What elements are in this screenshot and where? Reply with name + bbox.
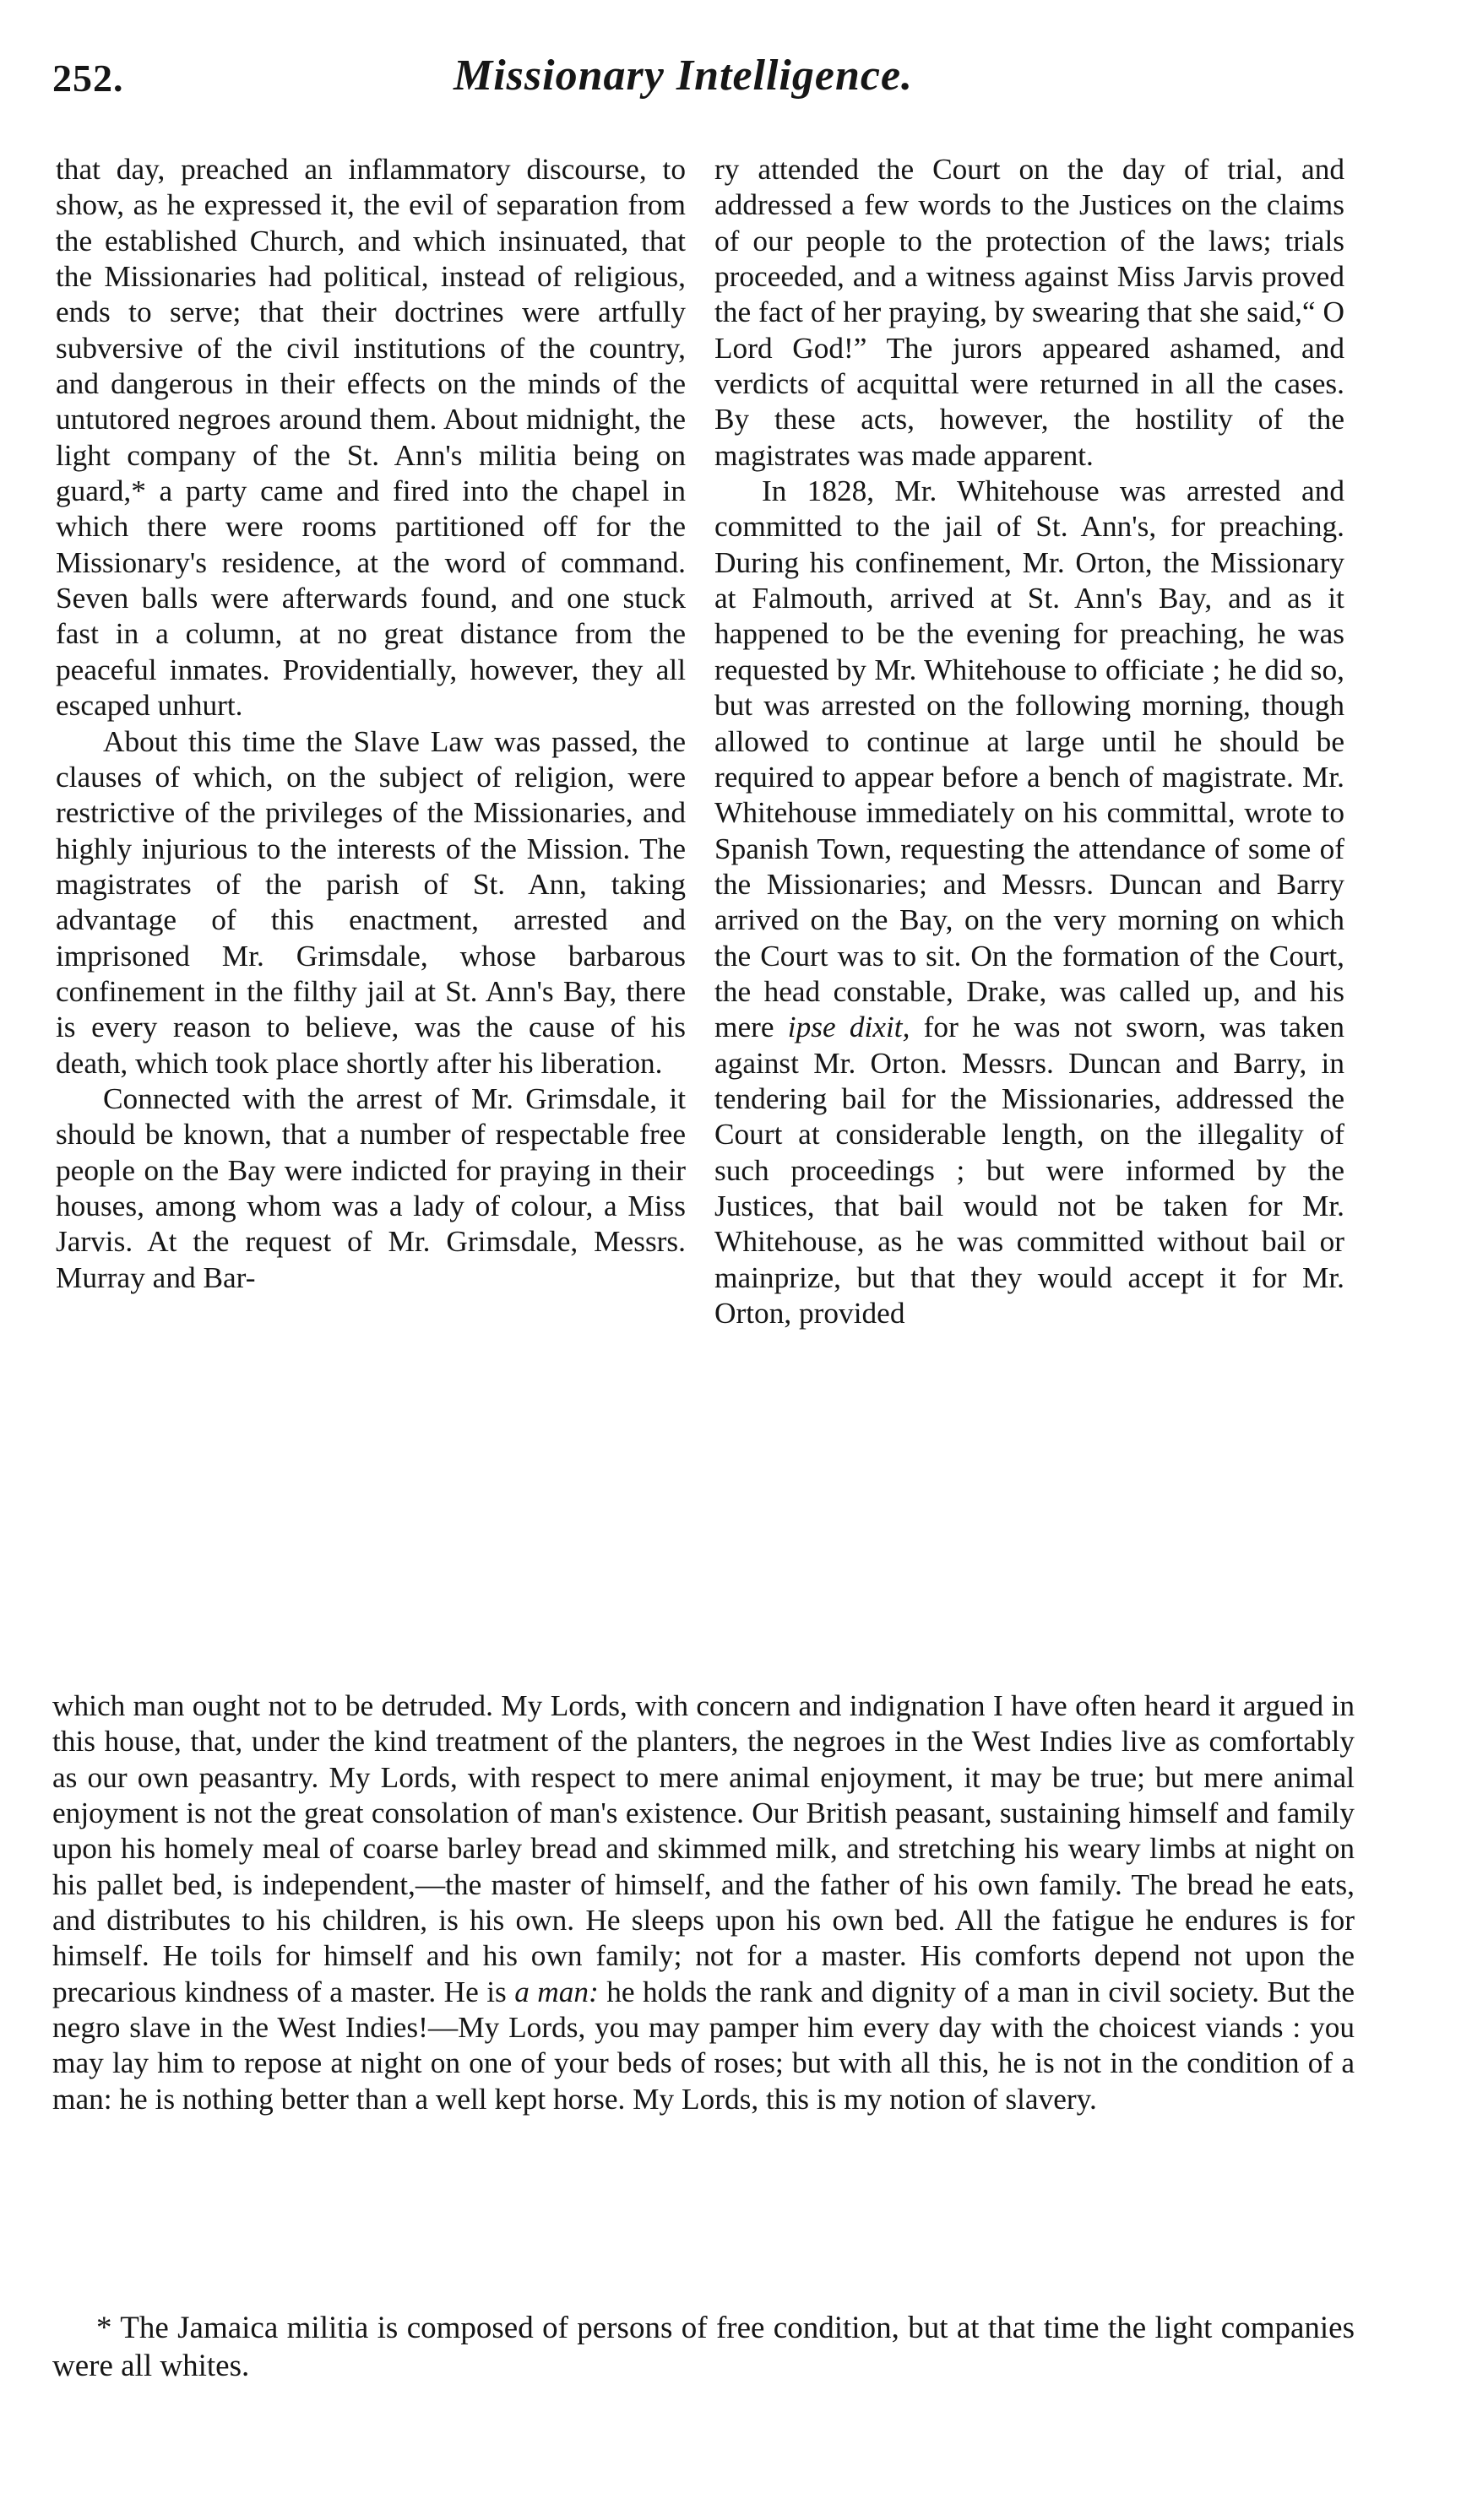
footnote-text: * The Jamaica militia is composed of persons of free condition, but at that time the light companies were all whites. (52, 2311, 1355, 2384)
right-paragraph-2-end: for he was not sworn, was taken against Mr. Orton. Messrs. Duncan and Barry, in tendering bail for the Missionaries, addressed the Court at considerable length, on the illegality of such proceedings ; but were informed by the Justices, that bail would not be taken for Mr. Whitehouse, as he was committed without bail or mainprize, but that they would accept it for Mr. Orton, provided (714, 1011, 1344, 1330)
left-paragraph-1: that day, preached an inflammatory discourse, to show, as he expressed it, the evil of separation from the established Church, and which insinuated, that the Missionaries had political, instead of religious, ends to serve; that their doctrines were artfully subversive of the civil institutions of the country, and dangerous in their effects on the minds of the untutored negroes around them. About midnight, the light company of the St. Ann's militia being on guard,* a party came and fired into the chapel in which there were rooms partitioned off for the Missionary's residence, at the word of command. Seven balls were afterwards found, and one stuck fast in a column, at no great distance from the peaceful inmates. Providentially, however, they all escaped unhurt. (56, 153, 686, 723)
speech-italic: a man: (514, 1975, 599, 2008)
running-title: Missionary Intelligence. (454, 51, 914, 100)
right-paragraph-2 (714, 474, 1344, 1331)
speech-block (52, 1688, 1355, 2117)
left-column (56, 152, 686, 1296)
speech-paragraph (52, 1688, 1355, 2117)
right-column (714, 152, 1344, 1331)
right-paragraph-2-italic: ipse dixit, (787, 1011, 910, 1044)
left-paragraph-2: About this time the Slave Law was passed, the clauses of which, on the subject of religion, were restrictive of the privileges of the Missionaries, and highly injurious to the interests of the Mission. The magistrates of the parish of St. Ann, taking advantage of this enactment, arrested and imprisoned Mr. Grimsdale, whose barbarous confinement in the filthy jail at St. Ann's Bay, there is every reason to believe, was the cause of his death, which took place shortly after his liberation. (56, 724, 686, 1080)
page-number: 252. (52, 57, 124, 100)
speech-text-end: he holds the rank and dignity of a man in civil society. But the negro slave in the West Indies!—My Lords, you may pamper him every day with the choicest viands : you may lay him to repose at night on one of your beds of roses; but with all this, he is not in the condition of a man: he is nothing better than a well kept horse. My Lords, this is my notion of slavery. (52, 1975, 1355, 2116)
left-paragraph-3: Connected with the arrest of Mr. Grimsdale, it should be known, that a number of respectable free people on the Bay were indicted for praying in their houses, among whom was a lady of colour, a Miss Jarvis. At the request of Mr. Grimsdale, Messrs. Murray and Bar- (56, 1081, 686, 1294)
page-header (52, 51, 1353, 118)
speech-text-start: which man ought not to be detruded. My Lords, with concern and indignation I have often heard it argued in this house, that, under the kind treatment of the planters, the negroes in the West Indies live as comfortably as our own peasantry. My Lords, with respect to mere animal enjoyment, it may be true; but mere animal enjoyment is not the great consolation of man's existence. Our British peasant, sustaining himself and family upon his homely meal of coarse barley bread and skimmed milk, and stretching his weary limbs at night on his pallet bed, is independent,—the master of himself, and the father of his own family. The bread he eats, and distributes to his children, is his own. He sleeps upon his own bed. All the fatigue he endures is for himself. He toils for himself and his own family; not for a master. His comforts depend not upon the precarious kindness of a master. He is (52, 1689, 1355, 2008)
right-paragraph-2-start: In 1828, Mr. Whitehouse was arrested and committed to the jail of St. Ann's, for preaching. During his confinement, Mr. Orton, the Missionary at Falmouth, arrived at St. Ann's Bay, and as it happened to be the evening for preaching, he was requested by Mr. Whitehouse to officiate ; he did so, but was arrested on the following morning, though allowed to continue at large until he should be required to appear before a bench of magistrate. Mr. Whitehouse immediately on his committal, wrote to Spanish Town, requesting the attendance of some of the Missionaries; and Messrs. Duncan and Barry arrived on the Bay, on the very morning on which the Court was to sit. On the formation of the Court, the head constable, Drake, was called up, and his mere (714, 474, 1344, 1044)
footnote (52, 2309, 1355, 2385)
right-paragraph-1: ry attended the Court on the day of trial, and addressed a few words to the Justices on the claims of our people to the protection of the laws; trials proceeded, and a witness against Miss Jarvis proved the fact of her praying, by swearing that she said,“ O Lord God!” The jurors appeared ashamed, and verdicts of acquittal were returned in all the cases. By these acts, however, the hostility of the magistrates was made apparent. (714, 153, 1344, 472)
